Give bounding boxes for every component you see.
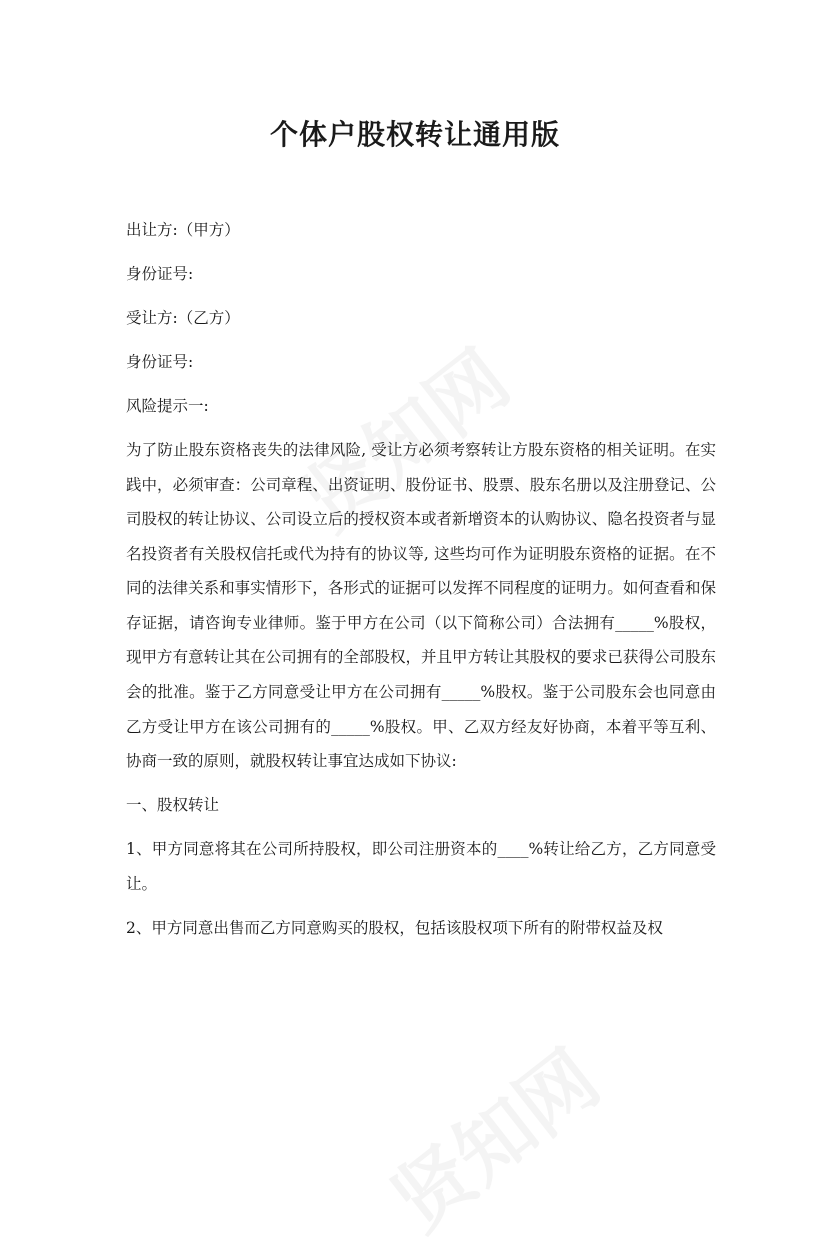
- clause-2: 2、甲方同意出售而乙方同意购买的股权，包括该股权项下所有的附带权益及权: [126, 918, 663, 937]
- transferor-line: 出让方:（甲方）: [126, 221, 240, 239]
- transferee-id-line: 身份证号:: [126, 352, 194, 371]
- document-body: [126, 213, 716, 955]
- transferee-line: 受让方:（乙方）: [126, 308, 240, 327]
- document-title: 个体户股权转让通用版: [269, 118, 560, 151]
- watermark: [365, 1020, 618, 1252]
- risk-heading: 风险提示一:: [126, 396, 209, 415]
- section-heading: 一、股权转让: [126, 796, 220, 815]
- risk-paragraph: 为了防止股东资格丧失的法律风险, 受让方必须考察转让方股东资格的相关证明。在实践中，必须审查：公司章程、出资证明、股份证书、股票、股东名册以及注册登记、公司股权的转让协议、公司设立后的授权资本或者新增资本的认购协议、隐名投资者与显名投资者有关股权信托或代为持有的协议等, 这些均可作为证明股东资格的证据。在不同的法律关系和事实情形下，各形式的证据可以发挥不同程度的证明力。如何查看和保存证据，请咨询专业律师。鉴于甲方在公司（以下简称公司）合法拥有_____%股权，现甲方有意转让其在公司拥有的全部股权，并且甲方转让其股权的要求已获得公司股东会的批准。鉴于乙方同意受让甲方在公司拥有_____%股权。鉴于公司股东会也同意由乙方受让甲方在该公司拥有的_____%股权。甲、乙双方经友好协商，本着平等互利、协商一致的原则，就股权转让事宜达成如下协议:: [126, 440, 716, 771]
- transferor-id-line: 身份证号:: [126, 264, 194, 283]
- clause-1: 1、甲方同意将其在公司所持股权，即公司注册资本的____%转让给乙方，乙方同意受让。: [126, 840, 716, 893]
